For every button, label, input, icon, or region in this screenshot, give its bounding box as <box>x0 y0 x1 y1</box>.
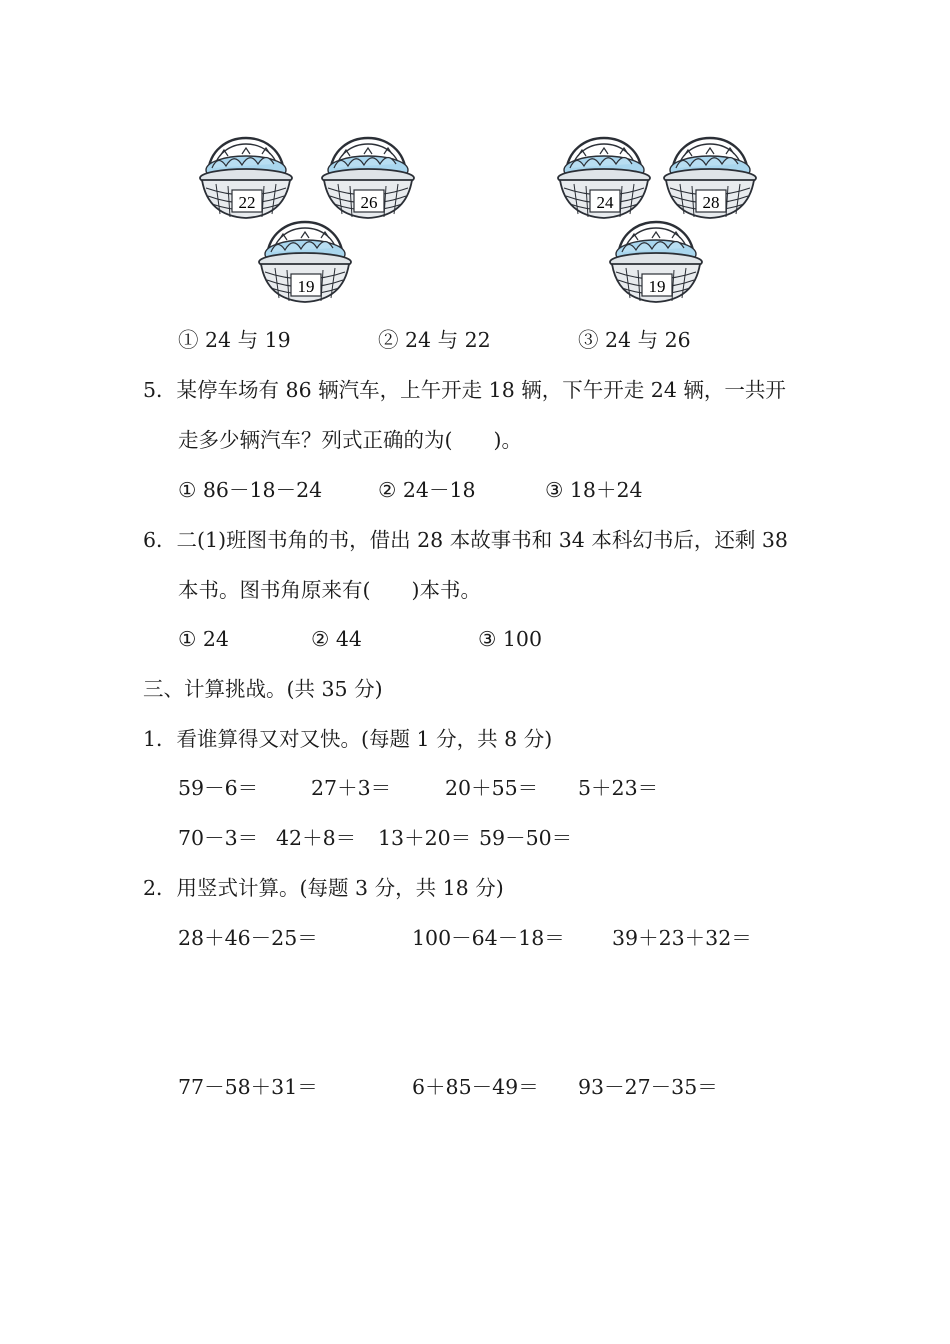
q6-text-line2: 本书。图书角原来有( )本书。 <box>178 578 481 602</box>
basket-24 <box>556 132 652 222</box>
basket-19-right <box>608 216 704 306</box>
q5-option-3: ③ 18＋24 <box>545 478 643 502</box>
basket-number: 19 <box>648 277 666 296</box>
vertical-calc-3: 39＋23＋32＝ <box>612 926 752 950</box>
basket-number: 26 <box>360 193 378 212</box>
vertical-calc-2: 100－64－18＝ <box>412 926 565 950</box>
calc-2-4: 59－50＝ <box>479 826 573 850</box>
basket-number: 22 <box>238 193 256 212</box>
q5-text-line1: 5．某停车场有 86 辆汽车，上午开走 18 辆，下午开走 24 辆，一共开 <box>143 378 786 402</box>
calc-2-2: 42＋8＝ <box>276 826 357 850</box>
basket-19-left <box>257 216 353 306</box>
part1-title: 1．看谁算得又对又快。(每题 1 分，共 8 分) <box>143 727 553 751</box>
basket-22 <box>198 132 294 222</box>
calc-1-2: 27＋3＝ <box>311 776 392 800</box>
calc-1-3: 20＋55＝ <box>445 776 539 800</box>
calc-2-1: 70－3＝ <box>178 826 259 850</box>
vertical-calc-5: 6＋85－49＝ <box>412 1075 539 1099</box>
q5-text-line2: 走多少辆汽车？列式正确的为( )。 <box>178 428 522 452</box>
calc-2-3: 13＋20＝ <box>378 826 472 850</box>
calc-1-1: 59－6＝ <box>178 776 259 800</box>
basket-26 <box>320 132 416 222</box>
section3-title: 三、计算挑战。(共 35 分) <box>143 677 383 701</box>
basket-number: 24 <box>596 193 614 212</box>
q6-option-2: ② 44 <box>311 627 362 651</box>
vertical-calc-1: 28＋46－25＝ <box>178 926 318 950</box>
basket-number: 19 <box>297 277 315 296</box>
q6-option-1: ① 24 <box>178 627 229 651</box>
q5-option-2: ② 24－18 <box>378 478 476 502</box>
basket-28 <box>662 132 758 222</box>
q6-option-3: ③ 100 <box>478 627 543 651</box>
vertical-calc-4: 77－58＋31＝ <box>178 1075 318 1099</box>
calc-1-4: 5＋23＝ <box>578 776 659 800</box>
q4-option-3: ③ 24 与 26 <box>578 328 691 352</box>
part2-title: 2．用竖式计算。(每题 3 分，共 18 分) <box>143 876 504 900</box>
vertical-calc-6: 93－27－35＝ <box>578 1075 718 1099</box>
q5-option-1: ① 86－18－24 <box>178 478 323 502</box>
q4-option-1: ① 24 与 19 <box>178 328 291 352</box>
basket-number: 28 <box>702 193 720 212</box>
q4-option-2: ② 24 与 22 <box>378 328 491 352</box>
q6-text-line1: 6．二(1)班图书角的书，借出 28 本故事书和 34 本科幻书后，还剩 38 <box>143 528 788 552</box>
